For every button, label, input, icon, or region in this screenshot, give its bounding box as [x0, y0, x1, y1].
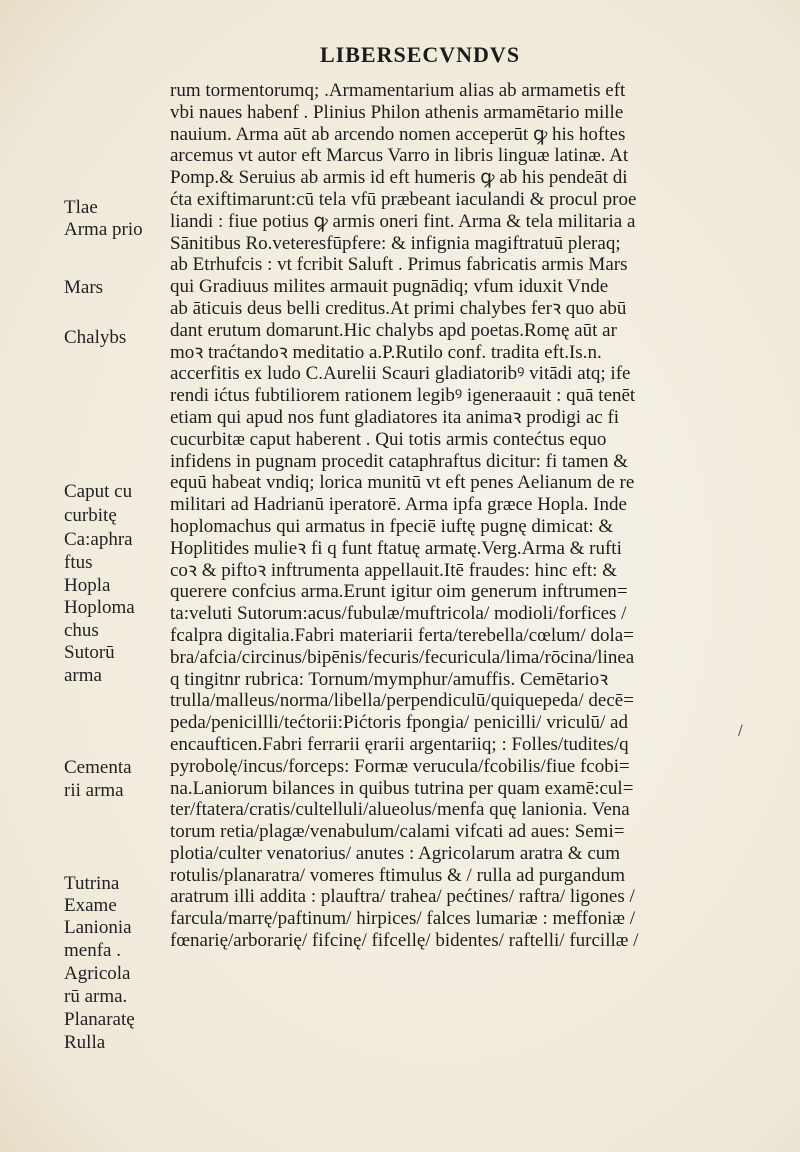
text-line: rotulis/planaratra/ vomeres ftimulus & / rulla ad purgandum	[170, 864, 626, 886]
text-line: Sānitibus Ro.veteresfūpfere: & infignia magiftratuū pleraq;	[170, 232, 621, 254]
margin-note: Ca:aphra	[64, 529, 133, 550]
margin-note: Lanionia	[64, 917, 132, 938]
text-line: q tingitnr rubrica: Tornum/mymphur/amuffis. Cemētarioꝛ	[170, 668, 609, 690]
margin-note: rū arma.	[64, 986, 128, 1007]
text-line: ab Etrhufcis : vt fcribit Saluft . Primus fabricatis armis Mars	[170, 254, 628, 276]
text-line: Hoplitides mulieꝛ fi q funt ftatuę armatę.Verg.Arma & rufti	[170, 537, 622, 559]
margin-note: arma	[64, 665, 102, 686]
text-line: rum tormentorumq; .Armamentarium alias ab armametis eft	[170, 80, 626, 101]
text-line: qui Gradiuus milites armauit pugnādiq; vfum iduxit Vnde	[170, 276, 609, 298]
margin-note: menfa .	[64, 940, 121, 961]
margin-note: chus	[64, 620, 99, 641]
text-line: encaufticen.Fabri ferrarii ęrarii argentariiq; : Folles/tudites/q	[170, 733, 629, 755]
margin-note: Cementa	[64, 757, 132, 778]
text-line: trulla/malleus/norma/libella/perpendiculū/quiquepeda/ decē=	[170, 690, 634, 712]
text-line: farcula/marrę/paftinum/ hirpices/ falces lumariæ : meffoniæ /	[170, 908, 635, 930]
text-line: ab āticuis deus belli creditus.At primi chalybes ferꝛ quo abū	[170, 297, 627, 319]
text-line: coꝛ & piftoꝛ inftrumenta appellauit.Itē fraudes: hinc eft: &	[170, 559, 617, 581]
text-line: Pomp.& Seruius ab armis id eft humeris ꝙ ab his pendeāt di	[170, 167, 628, 189]
margin-note: Tutrina	[64, 873, 120, 894]
text-line: hoplomachus qui armatus in fpeciē iuftę pugnę dimicat: &	[170, 515, 614, 537]
text-line: torum retia/plagæ/venabulum/calami vifcati ad aues: Semi=	[170, 821, 625, 843]
margin-note: Caput cu	[64, 481, 133, 502]
text-line: querere confcius arma.Erunt igitur oim generum inftrumen=	[170, 581, 628, 603]
margin-note: Arma prio	[64, 219, 143, 240]
text-line: accerfitis ex ludo C.Aurelii Scauri gladiatoribꝰ vitādi atq; ife	[170, 363, 631, 385]
margin-note: Chalybs	[64, 327, 127, 348]
margin-note: Tlae	[64, 197, 98, 218]
text-line: bra/afcia/circinus/bipēnis/fecuris/fecuricula/lima/rōcina/linea	[170, 646, 635, 668]
text-line: ta:veluti Sutorum:acus/fubulæ/muftricola/ modioli/forfices /	[170, 603, 627, 625]
margin-note: Agricola	[64, 963, 131, 984]
margin-note: Exame	[64, 895, 117, 916]
margin-note: Planaratę	[64, 1009, 135, 1030]
margin-note: rii arma	[64, 780, 124, 801]
text-line: fcalpra digitalia.Fabri materiarii ferta/terebella/cœlum/ dola=	[170, 624, 634, 646]
text-line: aratrum illi addita : plauftra/ trahea/ pećtines/ raftra/ ligones /	[170, 886, 635, 908]
text-line: moꝛ traćtandoꝛ meditatio a.P.Rutilo conf. tradita eft.Is.n.	[170, 341, 602, 363]
text-line: liandi : fiue potius ꝙ armis oneri fint. Arma & tela militaria a	[170, 210, 636, 232]
text-line: ćta exiftimarunt:cū tela vfū præbeant iaculandi & procul proe	[170, 188, 637, 210]
stray-ink-mark: /	[738, 723, 743, 739]
text-line: militari ad Hadrianū iperatorē. Arma ipfa græce Hopla. Inde	[170, 494, 627, 516]
margin-note: Rulla	[64, 1032, 106, 1053]
margin-note: Hoploma	[64, 597, 135, 618]
margin-note: curbitę	[64, 505, 117, 526]
text-line: na.Laniorum bilances in quibus tutrina per quam examē:cul=	[170, 777, 634, 799]
text-line: ter/ftatera/cratis/cultelluli/alueolus/menfa quę lanionia. Vena	[170, 799, 630, 821]
text-line: rendi ićtus fubtiliorem rationem legibꝰ igeneraauit : quā tenēt	[170, 385, 636, 407]
text-line: fœnarię/arborarię/ fifcinę/ fifcellę/ bidentes/ raftelli/ furcillæ /	[170, 930, 639, 952]
text-line: dant erutum domarunt.Hic chalybs apd poetas.Romę aūt ar	[170, 319, 617, 341]
text-line: peda/penicillli/tećtorii:Pićtoris fpongia/ penicilli/ vriculū/ ad	[170, 712, 628, 734]
text-line: etiam qui apud nos funt gladiatores ita animaꝛ prodigi ac fi	[170, 406, 620, 428]
text-line: vbi naues habenf . Plinius Philon athenis armamētario mille	[170, 101, 624, 123]
margin-notes	[0, 0, 160, 1152]
margin-note: Hopla	[64, 575, 111, 596]
text-line: infidens in pugnam procedit cataphraftus dicitur: fi tamen &	[170, 450, 628, 472]
text-line: pyrobolę/incus/forceps: Formæ verucula/fcobilis/fiue fcobi=	[170, 755, 630, 777]
running-header: LIBERSECVNDVS	[320, 42, 521, 67]
text-line: cucurbitæ caput haberent . Qui totis armis contećtus equo	[170, 428, 607, 450]
main-text-block	[170, 80, 770, 952]
margin-note: Mars	[64, 277, 104, 298]
text-line: nauium. Arma aūt ab arcendo nomen acceperūt ꝙ his hoftes	[170, 123, 626, 145]
text-line: arcemus vt autor eft Marcus Varro in libris linguæ latinæ. At	[170, 145, 629, 167]
text-line: plotia/culter venatorius/ anutes : Agricolarum aratra & cum	[170, 842, 621, 864]
text-line: equū habeat vndiq; lorica munitū vt eft penes Aelianum de re	[170, 472, 635, 494]
margin-note: Sutorū	[64, 642, 115, 663]
margin-note: ftus	[64, 552, 93, 573]
